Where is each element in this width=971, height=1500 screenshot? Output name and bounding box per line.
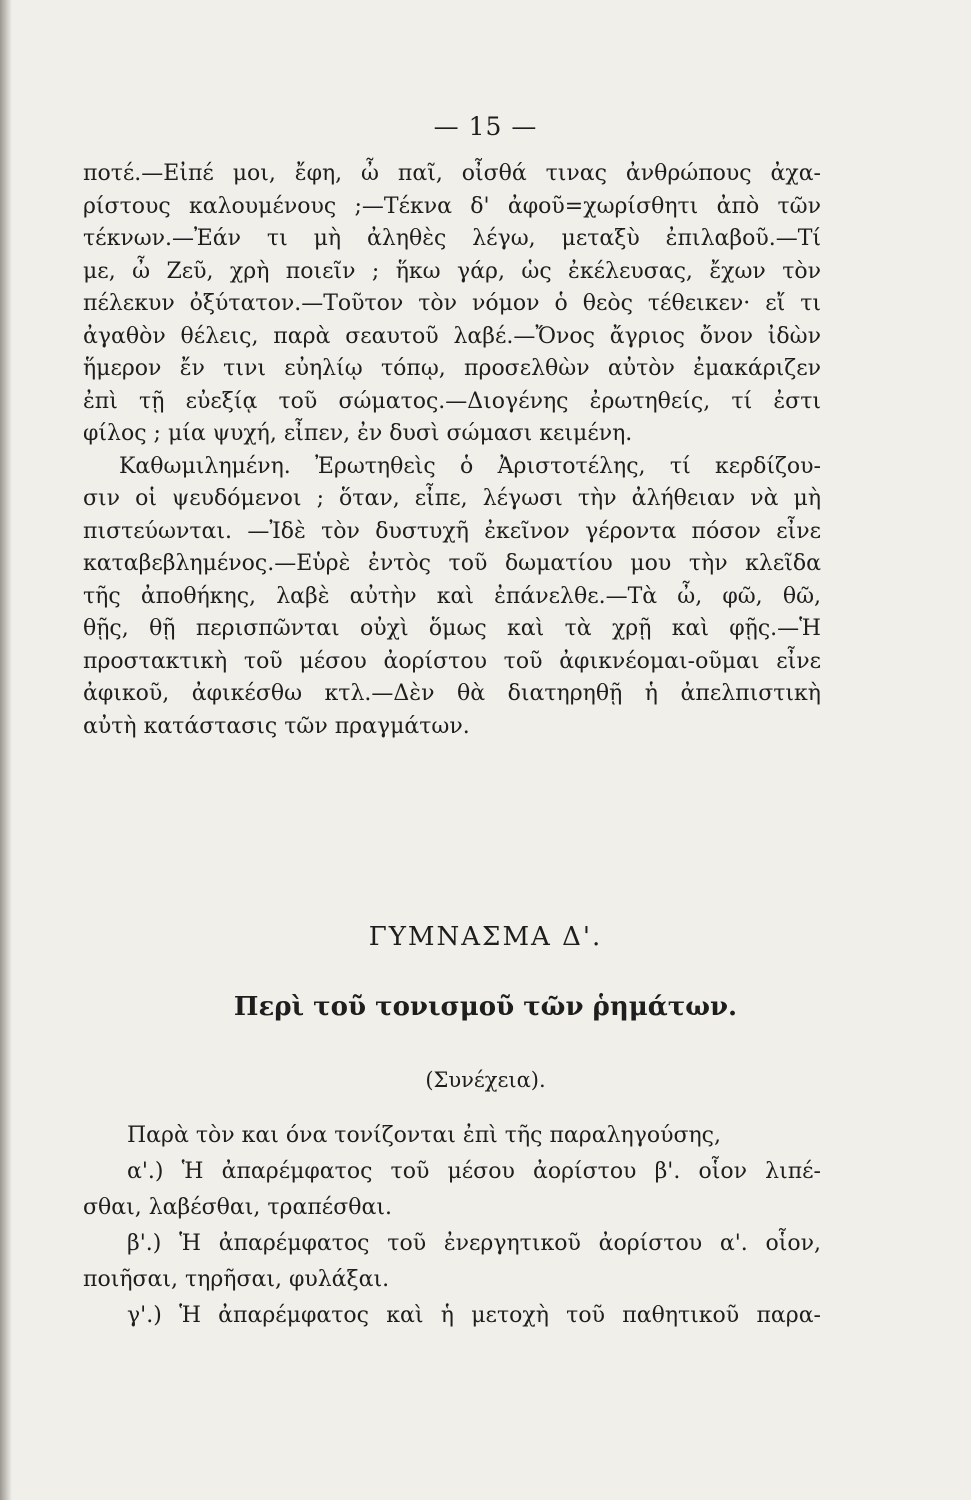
text-line: Καθωμιλημένη. Ἐρωτηθεὶς ὁ Ἀριστοτέλης, τί κερδίζου- bbox=[119, 453, 821, 479]
text-line: τέκνων.—Ἐάν τι μὴ ἀληθὲς λέγω, μεταξὺ ἐπιλαβοῦ.—Τί bbox=[83, 226, 821, 251]
section-note: (Συνέχεια). bbox=[425, 1068, 546, 1092]
page-gutter-shadow bbox=[0, 0, 12, 1500]
section-paragraph-a bbox=[83, 1154, 821, 1226]
text-line: σιν οἱ ψευδόμενοι ; ὅταν, εἶπε, λέγωσι τὴν ἀλήθειαν νὰ μὴ bbox=[83, 486, 821, 511]
text-line: πιστεύωνται. —Ἰδὲ τὸν δυστυχῆ ἐκεῖνον γέροντα πόσον εἶνε bbox=[83, 518, 821, 544]
text-line: γ'.) Ἡ ἀπαρέμφατος καὶ ἡ μετοχὴ τοῦ παθητικοῦ παρα- bbox=[127, 1303, 821, 1328]
paragraph-1 bbox=[83, 158, 821, 451]
text-line: α'.) Ἡ ἀπαρέμφατος τοῦ μέσου ἀορίστου β'. οἷον λιπέ- bbox=[127, 1159, 821, 1184]
text-line: ἀγαθὸν θέλεις, παρὰ σεαυτοῦ λαβέ.—Ὄνος ἄγριος ὄνον ἰδὼν bbox=[83, 323, 821, 349]
text-line: ἀφικοῦ, ἀφικέσθω κτλ.—Δὲν θὰ διατηρηθῇ ἡ ἀπελπιστικὴ bbox=[83, 681, 821, 706]
text-line: φίλος ; μία ψυχή, εἶπεν, ἐν δυσὶ σώμασι κειμένη. bbox=[83, 421, 633, 446]
text-line: ἐπὶ τῇ εὐεξίᾳ τοῦ σώματος.—Διογένης ἐρωτηθείς, τί ἐστι bbox=[83, 388, 821, 414]
paragraph-2 bbox=[83, 451, 821, 744]
page-number: — 15 — bbox=[433, 112, 538, 141]
section-paragraph-b bbox=[83, 1226, 821, 1298]
text-line: ρίστους καλουμένους ;—Τέκνα δ' ἀφοῦ=χωρίσθητι ἀπὸ τῶν bbox=[83, 193, 821, 219]
text-line: ποιῆσαι, τηρῆσαι, φυλάξαι. bbox=[83, 1267, 390, 1292]
text-line: τῆς ἀποθήκης, λαβὲ αὐτὴν καὶ ἐπάνελθε.—Τὰ ὦ, φῶ, θῶ, bbox=[83, 583, 821, 609]
text-line: β'.) Ἡ ἀπαρέμφατος τοῦ ἐνεργητικοῦ ἀορίστου α'. οἷον, bbox=[127, 1231, 821, 1256]
section-subtitle: Περὶ τοῦ τονισμοῦ τῶν ῥημάτων. bbox=[233, 992, 738, 1022]
section-paragraph-c bbox=[83, 1298, 821, 1334]
text-line: θῇς, θῇ περισπῶνται οὐχὶ ὅμως καὶ τὰ χρῇ καὶ φῇς.—Ἡ bbox=[83, 616, 821, 641]
text-line: καταβεβλημένος.—Εὑρὲ ἐντὸς τοῦ δωματίου μου τὴν κλεῖδα bbox=[83, 551, 821, 576]
section-paragraph-intro bbox=[83, 1118, 821, 1154]
main-text bbox=[83, 158, 821, 743]
text-line: Παρὰ τὸν και όνα τονίζονται ἐπὶ τῆς παραληγούσης, bbox=[127, 1123, 721, 1148]
text-line: σθαι, λαβέσθαι, τραπέσθαι. bbox=[83, 1195, 392, 1220]
text-line: αὐτὴ κατάστασις τῶν πραγμάτων. bbox=[83, 713, 470, 739]
text-line: πέλεκυν ὀξύτατον.—Τοῦτον τὸν νόμον ὁ θεὸς τέθεικεν· εἴ τι bbox=[83, 291, 821, 316]
text-line: ἥμερον ἔν τινι εὐηλίῳ τόπῳ, προσελθὼν αὐτὸν ἐμακάριζεν bbox=[83, 356, 821, 381]
section-text bbox=[83, 1118, 821, 1334]
text-line: ποτέ.—Εἰπέ μοι, ἔφη, ὦ παῖ, οἶσθά τινας ἀνθρώπους ἀχα- bbox=[83, 161, 821, 186]
section-title: ΓΥΜΝΑΣΜΑ Δ'. bbox=[368, 922, 603, 952]
text-line: προστακτικὴ τοῦ μέσου ἀορίστου τοῦ ἀφικνέομαι-οῦμαι εἶνε bbox=[83, 648, 821, 674]
text-line: με, ὦ Ζεῦ, χρὴ ποιεῖν ; ἥκω γάρ, ὡς ἐκέλευσας, ἔχων τὸν bbox=[83, 258, 821, 284]
